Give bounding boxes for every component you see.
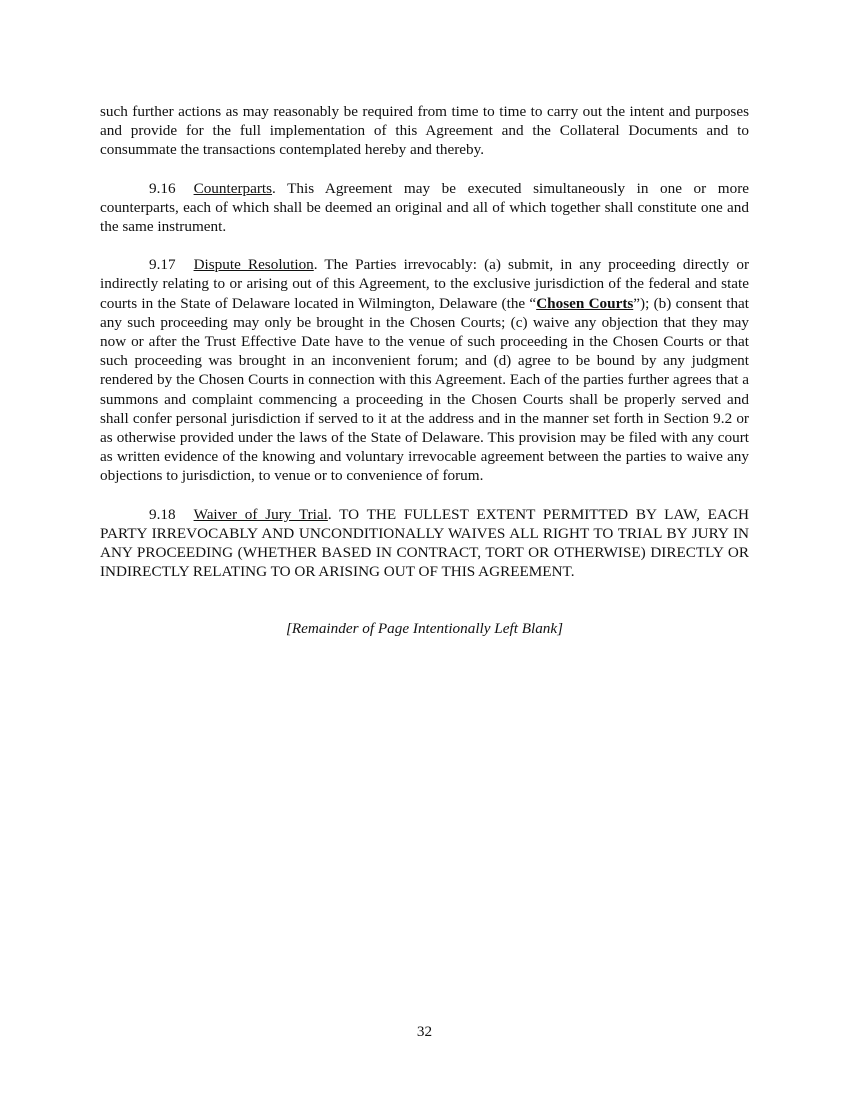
section-number: 9.18 [149,505,176,523]
defined-term: Chosen Courts [536,294,634,312]
section-title: Dispute Resolution [193,256,314,274]
section-title: Counterparts [193,179,273,197]
page-number: 32 [416,1023,433,1040]
section-title: Waiver of Jury Trial [193,505,328,523]
section-body: . TO THE FULLEST EXTENT PERMITTED BY LAW, EACH PARTY IRREVOCABLY AND UNCONDITIONALLY WAIVES ALL RIGHT TO TRIAL BY JURY IN ANY PROCEEDING (WHETHER BASED IN CONTRACT, TORT OR OTHERWISE) DIRECTLY OR INDIRECTLY RELATING TO OR ARISING OUT OF THIS AGREEMENT. [100,505,750,581]
document-page [100,102,749,654]
remainder-note: [Remainder of Page Intentionally Left Blank] [285,620,564,638]
section-number: 9.17 [149,256,176,274]
section-9-17 [100,255,749,485]
section-9-18 [100,505,749,582]
section-9-16 [100,179,749,237]
continuation-paragraph: such further actions as may reasonably be required from time to time to carry out the intent and purposes and provide for the full implementation of this Agreement and the Collateral Documents and to consummate the transactions contemplated hereby and thereby. [100,103,749,159]
section-number: 9.16 [149,179,176,197]
section-body-before: . The Parties irrevocably: (a) submit, in any proceeding directly or indirectly relating to or arising out of this Agreement, to the exclusive jurisdiction of the federal and state courts in the State of Delaware located in Wilmington, Delaware (the “ [100,256,750,312]
section-body-after: ”); (b) consent that any such proceeding may only be brought in the Chosen Courts; (c) waive any objection that they may now or after the Trust Effective Date have to the venue of such proceeding in the Chosen Courts or that such proceeding was brought in an inconvenient forum; and (d) agree to be bound by any judgment rendered by the Chosen Courts in connection with this Agreement. Each of the parties further agrees that a summons and complaint commencing a proceeding in the Chosen Courts shall be properly served and shall confer personal jurisdiction if served to it at the address and in the manner set forth in Section 9.2 or as otherwise provided under the laws of the State of Delaware. This provision may be filed with any court as written evidence of the knowing and voluntary irrevocable agreement between the parties to waive any objections to jurisdiction, to venue or to convenience of forum. [100,294,750,485]
section-body: . This Agreement may be executed simultaneously in one or more counterparts, each of which shall be deemed an original and all of which together shall constitute one and the same instrument. [100,179,749,236]
